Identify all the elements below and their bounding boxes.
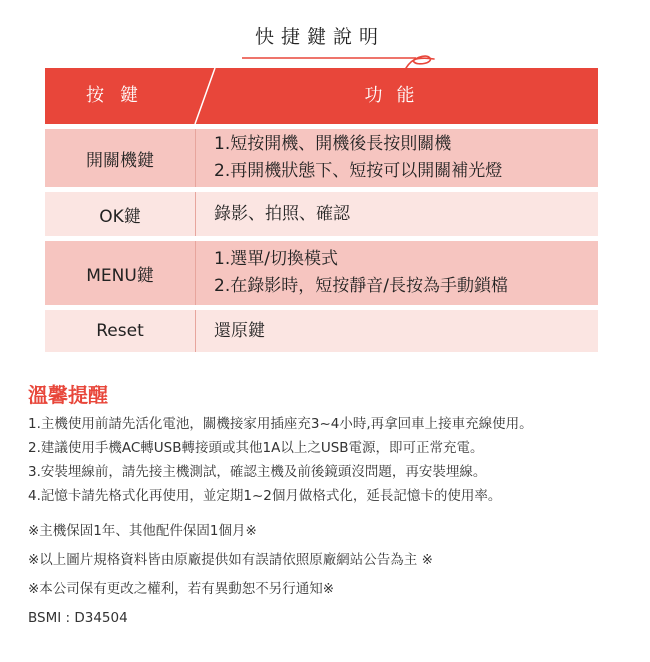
notes-heading: 溫馨提醒 bbox=[28, 383, 108, 407]
footer-notices bbox=[28, 517, 638, 633]
page-header bbox=[0, 22, 650, 62]
function-cell bbox=[195, 310, 598, 352]
rights-notice: ※本公司保有更改之權利，若有異動恕不另行通知※ bbox=[28, 581, 335, 597]
function-cell bbox=[195, 129, 598, 187]
note-item: 2.建議使用手機AC轉USB轉接頭或其他1A以上之USB電源，即可正常充電。 bbox=[28, 440, 484, 456]
header-key-label: 按鍵 bbox=[86, 85, 154, 106]
table-row-ok bbox=[45, 192, 598, 236]
notes-list bbox=[28, 412, 638, 508]
key-cell: OK鍵 bbox=[45, 192, 195, 236]
note-item: 1.主機使用前請先活化電池，關機接家用插座充3~4小時,再拿回車上接車充線使用。 bbox=[28, 416, 533, 432]
key-cell: 開關機鍵 bbox=[45, 129, 195, 187]
function-line: 2.在錄影時，短按靜音/長按為手動鎖檔 bbox=[214, 276, 508, 296]
function-line: 2.再開機狀態下、短按可以開關補光燈 bbox=[214, 161, 503, 181]
table-row-menu bbox=[45, 241, 598, 305]
table-row-reset bbox=[45, 310, 598, 352]
function-line: 還原鍵 bbox=[214, 320, 265, 341]
table-header bbox=[45, 68, 598, 124]
key-cell: Reset bbox=[45, 310, 195, 352]
spec-disclaimer: ※以上圖片規格資料皆由原廠提供如有誤請依照原廠網站公告為主 ※ bbox=[28, 552, 433, 568]
key-cell: MENU鍵 bbox=[45, 241, 195, 305]
note-item: 3.安裝埋線前，請先接主機測試，確認主機及前後鏡頭沒問題，再安裝埋線。 bbox=[28, 464, 487, 480]
shortcut-table bbox=[45, 68, 598, 352]
header-function-label: 功能 bbox=[364, 85, 429, 106]
function-cell bbox=[195, 241, 598, 305]
warranty-notice: ※主機保固1年、其他配件保固1個月※ bbox=[28, 523, 257, 539]
function-line: 1.選單/切換模式 bbox=[214, 249, 338, 269]
page-title: 快捷鍵說明 bbox=[255, 26, 386, 48]
function-line: 1.短按開機、開機後長按則關機 bbox=[214, 134, 452, 154]
table-row-power bbox=[45, 129, 598, 187]
bsmi-code: BSMI : D34504 bbox=[28, 610, 128, 626]
note-item: 4.記憶卡請先格式化再使用，並定期1~2個月做格式化，延長記憶卡的使用率。 bbox=[28, 488, 502, 504]
function-cell bbox=[195, 192, 598, 236]
function-line: 錄影、拍照、確認 bbox=[214, 203, 350, 224]
